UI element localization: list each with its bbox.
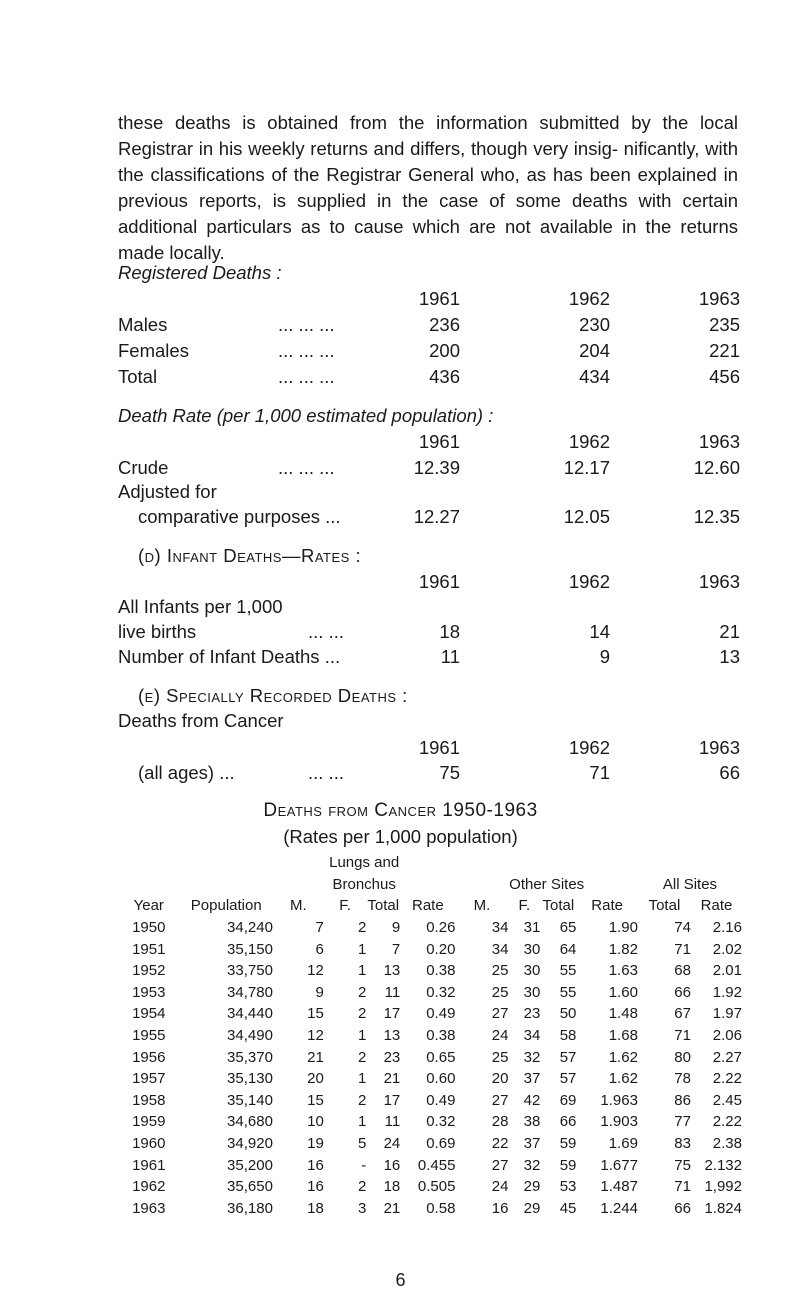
infant-cell: 21 [719, 621, 740, 642]
table-row [118, 1003, 742, 1025]
reg-row-dots: ... ... ... [278, 314, 335, 335]
reg-row-label: Females [118, 340, 189, 361]
table-cell: 2.06 [712, 1027, 742, 1045]
table-cell: 0.69 [426, 1135, 456, 1153]
crude-dots: ... ... ... [278, 457, 335, 478]
table-cell: 69 [559, 1091, 577, 1109]
table-cell: 16 [307, 1156, 324, 1174]
table-cell: 1.677 [600, 1156, 638, 1174]
reg-year-1961: 1961 [418, 288, 460, 309]
table-cell: 0.455 [417, 1156, 456, 1174]
table-cell: 2 [357, 919, 367, 937]
table-cell: 55 [559, 983, 577, 1001]
table-cell: 34,780 [227, 983, 273, 1001]
reg-cell: 230 [579, 314, 610, 335]
table-cell: 16 [491, 1199, 509, 1217]
table-cell: 1951 [132, 940, 166, 958]
table-cell: 64 [559, 940, 577, 958]
table-cell: 86 [674, 1091, 691, 1109]
group-header-row-1 [118, 852, 742, 874]
table-cell: 31 [523, 919, 541, 937]
special-cell: 66 [719, 762, 740, 783]
table-cell: 1950 [132, 919, 166, 937]
table-cell: 17 [383, 1005, 401, 1023]
table-cell: 2.22 [712, 1070, 742, 1088]
table-cell: 1 [357, 1070, 367, 1088]
table-cell: 53 [559, 1178, 577, 1196]
all-ages-label: (all ages) ... [138, 762, 235, 783]
rate-year-1961: 1961 [418, 431, 460, 452]
column-header: Rate [700, 897, 733, 915]
table-cell: 19 [307, 1135, 324, 1153]
table-cell: 0.26 [426, 919, 456, 937]
table-cell: 2 [357, 983, 367, 1001]
table-cell: 37 [523, 1135, 541, 1153]
table-cell: 1 [357, 1027, 367, 1045]
table-cell: 35,150 [227, 940, 273, 958]
column-header: Rate [411, 897, 444, 915]
cancer-table-body [118, 917, 742, 1219]
table-cell: 28 [491, 1113, 509, 1131]
table-row [118, 1154, 742, 1176]
table-row [118, 1111, 742, 1133]
reg-row-dots: ... ... ... [278, 366, 335, 387]
table-cell: 32 [523, 1048, 541, 1066]
table-cell: 2.01 [712, 962, 742, 980]
infant-year-1962: 1962 [568, 571, 610, 592]
table-cell: 10 [307, 1113, 324, 1131]
table-cell: 34,490 [227, 1027, 273, 1045]
table-cell: 80 [674, 1048, 691, 1066]
table-cell: 24 [491, 1027, 509, 1045]
table-cell: 12 [307, 1027, 324, 1045]
table-cell: 3 [357, 1199, 367, 1217]
column-header-row [118, 895, 742, 917]
infant-per-1000-label-1: All Infants per 1,000 [118, 596, 283, 617]
table-cell: 35,370 [227, 1048, 273, 1066]
table-cell: 57 [559, 1070, 577, 1088]
column-header: Total [542, 897, 575, 915]
table-cell: 0.65 [426, 1048, 456, 1066]
table-cell: 2 [357, 1048, 367, 1066]
rate-cell: 12.27 [413, 506, 460, 527]
special-cell: 75 [439, 762, 460, 783]
column-header: Population [190, 897, 262, 915]
table-cell: 33,750 [227, 962, 273, 980]
table-cell: 1 [357, 962, 367, 980]
cancer-table [118, 852, 742, 1219]
reg-cell: 221 [709, 340, 740, 361]
infant-cell: 11 [440, 646, 460, 667]
table-cell: 71 [674, 940, 691, 958]
special-year-1963: 1963 [698, 737, 740, 758]
table-cell: 17 [383, 1091, 401, 1109]
column-header: F. [518, 897, 531, 915]
table-cell: 1.487 [600, 1178, 638, 1196]
column-header: Total [367, 897, 400, 915]
infant-number-label: Number of Infant Deaths ... [118, 646, 341, 667]
reg-cell: 235 [709, 314, 740, 335]
table-cell: 1962 [132, 1178, 166, 1196]
table-cell: 1.963 [600, 1091, 638, 1109]
table-cell: 27 [491, 1091, 509, 1109]
infant-cell: 18 [439, 621, 460, 642]
table-cell: 66 [674, 983, 691, 1001]
table-cell: 30 [523, 983, 541, 1001]
special-year-1962: 1962 [568, 737, 610, 758]
table-cell: 29 [523, 1199, 541, 1217]
table-cell: 24 [491, 1178, 509, 1196]
table-cell: 1955 [132, 1027, 166, 1045]
table-cell: 2.22 [712, 1113, 742, 1131]
infant-cell: 14 [589, 621, 610, 642]
table-cell: 1954 [132, 1005, 166, 1023]
reg-year-1963: 1963 [698, 288, 740, 309]
table-cell: 1958 [132, 1091, 166, 1109]
table-cell: 59 [559, 1135, 577, 1153]
rate-cell: 12.05 [563, 506, 610, 527]
table-cell: 78 [674, 1070, 691, 1088]
table-row [118, 1090, 742, 1112]
table-cell: 1.62 [608, 1048, 638, 1066]
adjusted-label-1: Adjusted for [118, 481, 217, 502]
table-cell: 30 [523, 940, 541, 958]
registered-deaths-heading: Registered Deaths : [118, 262, 282, 283]
table-cell: 66 [559, 1113, 577, 1131]
table-cell: 25 [491, 1048, 509, 1066]
table-cell: 29 [523, 1178, 541, 1196]
infant-cell: 9 [599, 646, 610, 667]
table-cell: 1,992 [704, 1178, 742, 1196]
table-cell: 1959 [132, 1113, 166, 1131]
reg-cell: 236 [429, 314, 460, 335]
infant-per-1000-dots: ... ... [308, 621, 344, 642]
table-cell: 5 [357, 1135, 367, 1153]
cancer-table-title: Deaths from Cancer 1950-1963 [263, 800, 538, 821]
table-cell: 27 [491, 1156, 509, 1174]
table-cell: 1.903 [600, 1113, 638, 1131]
table-row [118, 1133, 742, 1155]
crude-label: Crude [118, 457, 169, 478]
table-row [118, 982, 742, 1004]
column-header: F. [339, 897, 351, 915]
reg-row-label: Total [118, 366, 158, 387]
table-cell: 15 [307, 1005, 324, 1023]
table-cell: 66 [674, 1199, 691, 1217]
table-row [118, 1046, 742, 1068]
table-cell: 1961 [132, 1156, 166, 1174]
table-cell: 1.90 [608, 919, 638, 937]
table-cell: 35,200 [227, 1156, 273, 1174]
table-cell: 21 [383, 1070, 401, 1088]
table-cell: 71 [674, 1027, 691, 1045]
table-cell: 1953 [132, 983, 166, 1001]
table-cell: 11 [384, 1113, 401, 1131]
table-cell: 1 [357, 940, 367, 958]
table-cell: 0.38 [426, 1027, 456, 1045]
special-cell: 71 [589, 762, 610, 783]
table-cell: 57 [559, 1048, 577, 1066]
table-cell: 13 [383, 962, 401, 980]
table-cell: 45 [559, 1199, 577, 1217]
table-cell: 34,440 [227, 1005, 273, 1023]
table-cell: 50 [559, 1005, 577, 1023]
table-cell: 7 [391, 940, 401, 958]
rate-year-1962: 1962 [568, 431, 610, 452]
intro-paragraph: these deaths is obtained from the information submitted by the local Registrar in his weekly returns and differs, though very insig- nificantly, with the classifications of the Registrar General who, as has been explained in previous reports, is supplied in the case of some deaths with certain additional particulars as to cause which are not available in the returns made locally. [118, 112, 738, 263]
table-cell: 75 [674, 1156, 691, 1174]
table-cell: 15 [307, 1091, 324, 1109]
all-ages-dots: ... ... [308, 762, 344, 783]
cancer-table-subtitle: (Rates per 1,000 population) [283, 826, 518, 847]
table-cell: 6 [315, 940, 324, 958]
table-cell: 1957 [132, 1070, 166, 1088]
table-cell: 34,240 [227, 919, 273, 937]
table-row [118, 1025, 742, 1047]
infant-year-1963: 1963 [698, 571, 740, 592]
table-cell: 2.45 [712, 1091, 742, 1109]
table-cell: - [361, 1156, 367, 1174]
table-cell: 34 [523, 1027, 541, 1045]
table-row [118, 960, 742, 982]
lungs-header-1: Lungs and [329, 854, 400, 872]
table-cell: 13 [383, 1027, 401, 1045]
table-cell: 1.69 [608, 1135, 638, 1153]
table-row [118, 917, 742, 939]
table-cell: 0.20 [426, 940, 456, 958]
table-cell: 21 [307, 1048, 324, 1066]
table-cell: 0.58 [426, 1199, 456, 1217]
table-cell: 1.97 [712, 1005, 742, 1023]
reg-year-1962: 1962 [568, 288, 610, 309]
table-cell: 65 [559, 919, 577, 937]
table-cell: 2.02 [712, 940, 742, 958]
column-header: Year [133, 897, 164, 915]
reg-cell: 434 [579, 366, 610, 387]
table-cell: 20 [491, 1070, 509, 1088]
table-cell: 27 [491, 1005, 509, 1023]
all-sites-header: All Sites [662, 875, 718, 893]
table-cell: 25 [491, 962, 509, 980]
table-cell: 16 [383, 1156, 401, 1174]
table-cell: 0.49 [426, 1091, 456, 1109]
table-cell: 35,140 [227, 1091, 273, 1109]
table-cell: 32 [523, 1156, 541, 1174]
table-cell: 1.63 [608, 962, 638, 980]
table-cell: 12 [307, 962, 324, 980]
other-sites-header: Other Sites [509, 875, 585, 893]
special-year-1961: 1961 [418, 737, 460, 758]
table-cell: 11 [384, 983, 401, 1001]
table-cell: 34 [491, 940, 509, 958]
table-cell: 0.505 [417, 1178, 456, 1196]
table-cell: 1.60 [608, 983, 638, 1001]
table-cell: 37 [523, 1070, 541, 1088]
table-cell: 38 [523, 1113, 541, 1131]
table-cell: 55 [559, 962, 577, 980]
table-cell: 2 [357, 1005, 367, 1023]
group-header-row-2 [118, 874, 742, 896]
page-number: 6 [395, 1270, 406, 1290]
table-cell: 1.244 [600, 1199, 638, 1217]
table-cell: 1.82 [608, 940, 638, 958]
table-cell: 16 [307, 1178, 324, 1196]
table-cell: 21 [383, 1199, 401, 1217]
table-cell: 2.38 [712, 1135, 742, 1153]
table-cell: 77 [674, 1113, 691, 1131]
table-cell: 2.132 [704, 1156, 742, 1174]
table-cell: 23 [383, 1048, 401, 1066]
table-cell: 35,650 [227, 1178, 273, 1196]
table-cell: 0.32 [426, 983, 456, 1001]
table-cell: 1956 [132, 1048, 166, 1066]
table-cell: 0.32 [426, 1113, 456, 1131]
table-cell: 68 [674, 962, 691, 980]
table-cell: 83 [674, 1135, 691, 1153]
table-cell: 71 [674, 1178, 691, 1196]
table-cell: 20 [307, 1070, 324, 1088]
reg-row-label: Males [118, 314, 168, 335]
table-cell: 1 [357, 1113, 367, 1131]
table-cell: 58 [559, 1027, 577, 1045]
reg-cell: 204 [579, 340, 610, 361]
table-row [118, 1198, 742, 1220]
infant-year-1961: 1961 [418, 571, 460, 592]
table-cell: 1.92 [712, 983, 742, 1001]
table-cell: 0.49 [426, 1005, 456, 1023]
table-cell: 1960 [132, 1135, 166, 1153]
reg-row-dots: ... ... ... [278, 340, 335, 361]
rate-cell: 12.17 [563, 457, 610, 478]
table-cell: 34 [491, 919, 509, 937]
table-cell: 36,180 [227, 1199, 273, 1217]
table-cell: 0.38 [426, 962, 456, 980]
column-header: Rate [591, 897, 623, 915]
rate-cell: 12.39 [413, 457, 460, 478]
table-cell: 1963 [132, 1199, 166, 1217]
table-cell: 18 [383, 1178, 401, 1196]
table-cell: 1.68 [608, 1027, 638, 1045]
table-cell: 18 [307, 1199, 324, 1217]
table-cell: 2.27 [712, 1048, 742, 1066]
lungs-header-2: Bronchus [332, 875, 396, 893]
reg-cell: 200 [429, 340, 460, 361]
table-cell: 1952 [132, 962, 166, 980]
table-cell: 42 [523, 1091, 541, 1109]
reg-cell: 436 [429, 366, 460, 387]
table-cell: 2 [357, 1091, 367, 1109]
table-row [118, 1068, 742, 1090]
infant-per-1000-label-2: live births [118, 621, 197, 642]
rate-year-1963: 1963 [698, 431, 740, 452]
reg-cell: 456 [709, 366, 740, 387]
table-cell: 35,130 [227, 1070, 273, 1088]
column-header: M. [473, 897, 491, 915]
table-cell: 74 [674, 919, 691, 937]
cancer-subheading: Deaths from Cancer [118, 710, 284, 731]
table-cell: 2.16 [712, 919, 742, 937]
table-cell: 23 [523, 1005, 541, 1023]
table-row [118, 1176, 742, 1198]
table-cell: 34,920 [227, 1135, 273, 1153]
special-deaths-heading: (e) Specially Recorded Deaths : [138, 685, 408, 706]
table-cell: 9 [391, 919, 401, 937]
table-cell: 30 [523, 962, 541, 980]
adjusted-label-2: comparative purposes ... [138, 506, 341, 527]
table-cell: 67 [674, 1005, 691, 1023]
rate-cell: 12.35 [693, 506, 740, 527]
table-cell: 59 [559, 1156, 577, 1174]
table-row [118, 938, 742, 960]
table-cell: 22 [491, 1135, 509, 1153]
table-cell: 1.62 [608, 1070, 638, 1088]
table-cell: 34,680 [227, 1113, 273, 1131]
table-cell: 2 [357, 1178, 367, 1196]
table-cell: 24 [383, 1135, 401, 1153]
column-header: M. [290, 897, 307, 915]
infant-deaths-heading: (d) Infant Deaths—Rates : [138, 545, 362, 566]
table-cell: 9 [315, 983, 324, 1001]
table-cell: 1.824 [704, 1199, 742, 1217]
table-cell: 1.48 [608, 1005, 638, 1023]
rate-cell: 12.60 [693, 457, 740, 478]
infant-cell: 13 [719, 646, 740, 667]
table-cell: 7 [315, 919, 324, 937]
table-cell: 0.60 [426, 1070, 456, 1088]
table-cell: 25 [491, 983, 509, 1001]
death-rate-heading: Death Rate (per 1,000 estimated population) : [118, 405, 494, 426]
column-header: Total [648, 897, 681, 915]
